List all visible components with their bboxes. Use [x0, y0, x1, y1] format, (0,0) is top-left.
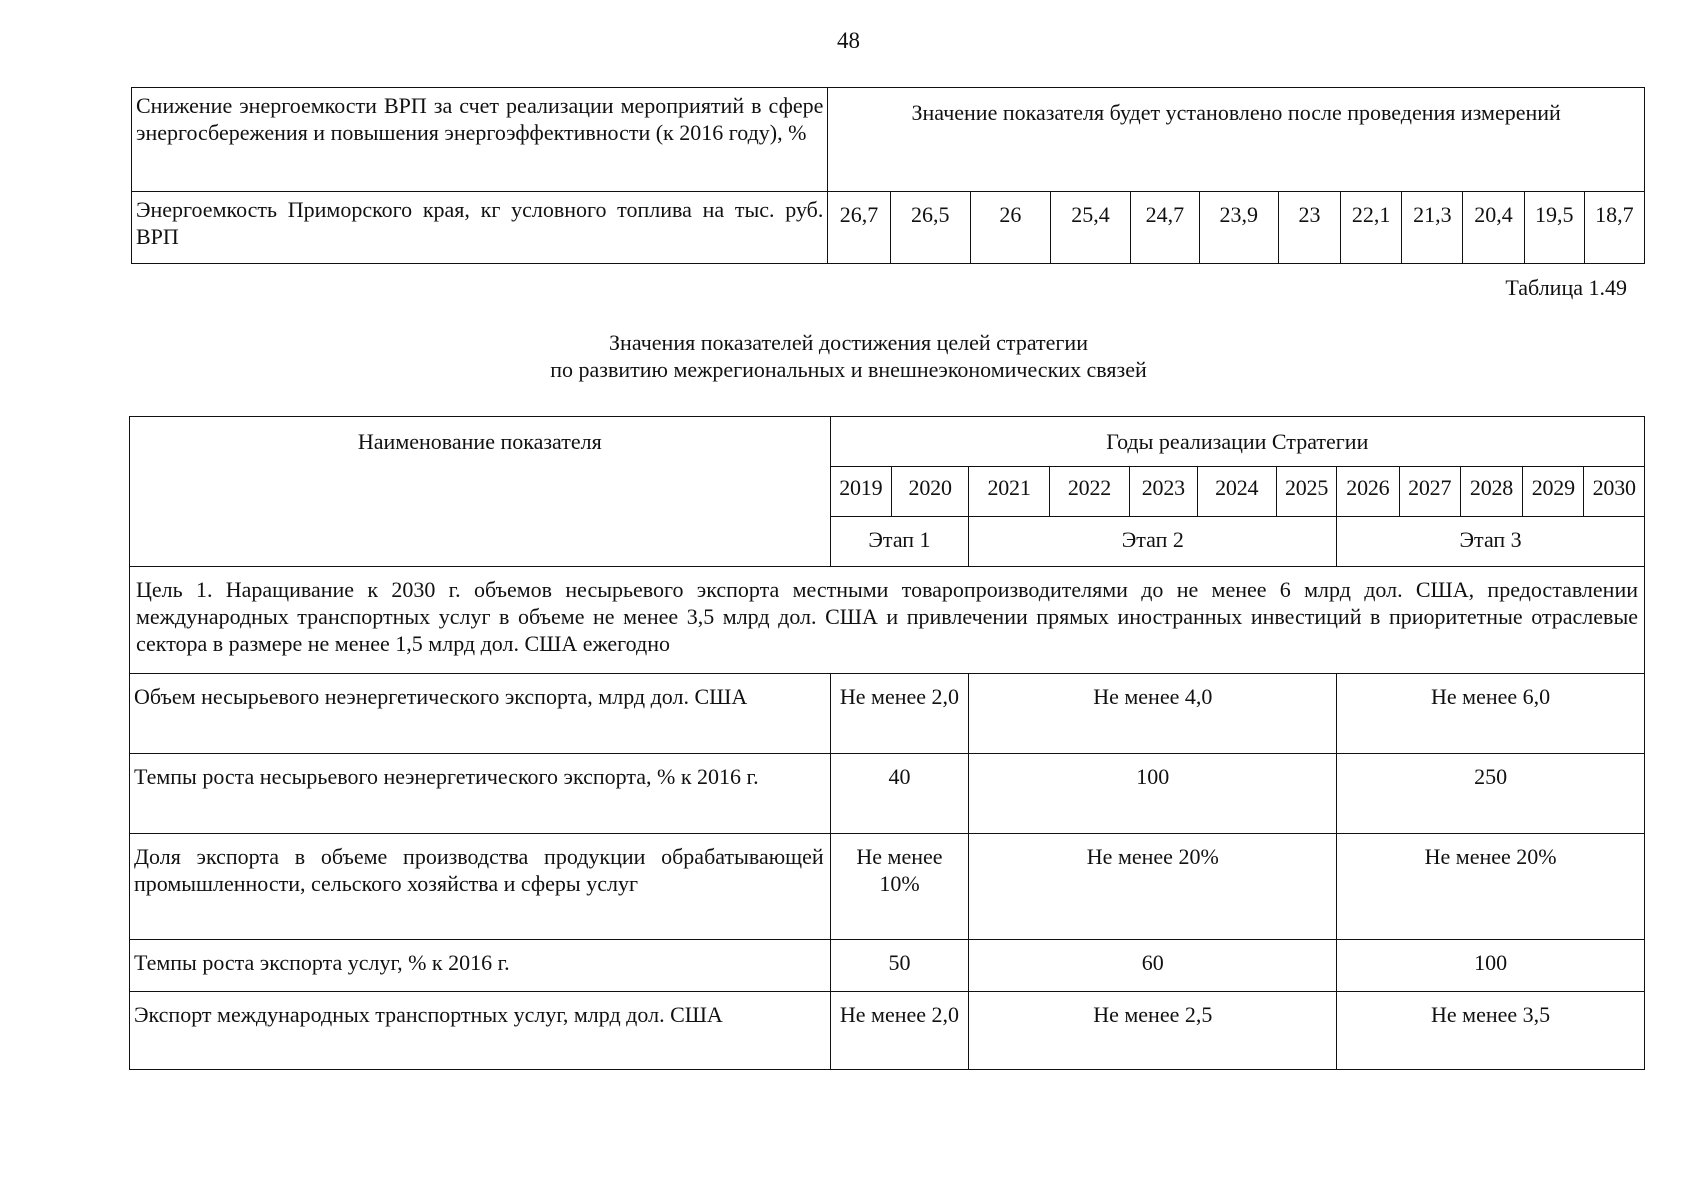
indicator-name: Объем несырьевого неэнергетического экспорта, млрд дол. США [130, 674, 831, 754]
table-row [130, 940, 1645, 992]
table-row [130, 834, 1645, 940]
year-cell: 2020 [891, 467, 968, 517]
stage-2-value: 100 [969, 754, 1337, 834]
table-row [130, 754, 1645, 834]
stage-3-value: Не менее 20% [1337, 834, 1645, 940]
value-cell: 26,7 [828, 192, 890, 264]
stage-2-value: Не менее 2,5 [969, 992, 1337, 1070]
stage-2-value: 60 [969, 940, 1337, 992]
header-row [130, 417, 1645, 467]
indicator-note: Значение показателя будет установлено после проведения измерений [828, 88, 1645, 192]
stage-1-value: Не менее 10% [830, 834, 969, 940]
stage-1-header: Этап 1 [830, 517, 969, 567]
energy-indicators-table [131, 87, 1645, 264]
year-cell: 2023 [1130, 467, 1197, 517]
value-cell: 26 [970, 192, 1050, 264]
stage-3-value: 100 [1337, 940, 1645, 992]
year-cell: 2028 [1460, 467, 1522, 517]
value-cell: 26,5 [890, 192, 970, 264]
year-cell: 2019 [830, 467, 891, 517]
table-label: Таблица 1.49 [1505, 275, 1627, 300]
table-row [130, 992, 1645, 1070]
header-indicator-name: Наименование показателя [130, 417, 831, 567]
year-cell: 2027 [1399, 467, 1460, 517]
year-cell: 2030 [1584, 467, 1645, 517]
value-cell: 22,1 [1341, 192, 1402, 264]
value-cell: 19,5 [1524, 192, 1584, 264]
stage-2-value: Не менее 20% [969, 834, 1337, 940]
table-row [130, 674, 1645, 754]
table-row [132, 192, 1645, 264]
value-cell: 25,4 [1050, 192, 1130, 264]
goal-1-text: Цель 1. Наращивание к 2030 г. объемов несырьевого экспорта местными товаропроизводителями до не менее 6 млрд дол. США, предоставлении международных транспортных услуг в объеме не менее 3,5 млрд дол. США и привлечении прямых иностранных инвестиций в приоритетные отраслевые сектора в размере не менее 1,5 млрд дол. США ежегодно [130, 567, 1645, 674]
indicator-name: Темпы роста несырьевого неэнергетического экспорта, % к 2016 г. [130, 754, 831, 834]
year-cell: 2026 [1337, 467, 1399, 517]
indicator-name: Темпы роста экспорта услуг, % к 2016 г. [130, 940, 831, 992]
goal-row [130, 567, 1645, 674]
header-years: Годы реализации Стратегии [830, 417, 1644, 467]
value-cell: 20,4 [1463, 192, 1524, 264]
stage-1-value: Не менее 2,0 [830, 992, 969, 1070]
stage-1-value: Не менее 2,0 [830, 674, 969, 754]
stage-1-value: 50 [830, 940, 969, 992]
value-cell: 23 [1278, 192, 1340, 264]
stage-3-value: Не менее 6,0 [1337, 674, 1645, 754]
value-cell: 23,9 [1199, 192, 1278, 264]
table-title-line-2: по развитию межрегиональных и внешнеэкономических связей [550, 357, 1147, 382]
indicator-name: Экспорт международных транспортных услуг, млрд дол. США [130, 992, 831, 1070]
stage-2-header: Этап 2 [969, 517, 1337, 567]
value-cell: 24,7 [1131, 192, 1200, 264]
stage-3-header: Этап 3 [1337, 517, 1645, 567]
stage-2-value: Не менее 4,0 [969, 674, 1337, 754]
year-cell: 2022 [1049, 467, 1129, 517]
value-cell: 21,3 [1402, 192, 1463, 264]
strategy-indicators-table [129, 416, 1645, 1070]
indicator-name: Снижение энергоемкости ВРП за счет реализации мероприятий в сфере энергосбережения и повышения энергоэффективности (к 2016 году), % [132, 88, 828, 192]
year-cell: 2021 [969, 467, 1049, 517]
stage-3-value: 250 [1337, 754, 1645, 834]
indicator-name: Доля экспорта в объеме производства продукции обрабатывающей промышленности, сельского хозяйства и сферы услуг [130, 834, 831, 940]
table-title-line-1: Значения показателей достижения целей стратегии [609, 330, 1088, 355]
year-cell: 2029 [1523, 467, 1584, 517]
year-cell: 2025 [1276, 467, 1336, 517]
page-number: 48 [837, 28, 860, 53]
value-cell: 18,7 [1584, 192, 1644, 264]
indicator-name: Энергоемкость Приморского края, кг условного топлива на тыс. руб. ВРП [132, 192, 828, 264]
table-row [132, 88, 1645, 192]
stage-1-value: 40 [830, 754, 969, 834]
stage-3-value: Не менее 3,5 [1337, 992, 1645, 1070]
year-cell: 2024 [1197, 467, 1276, 517]
